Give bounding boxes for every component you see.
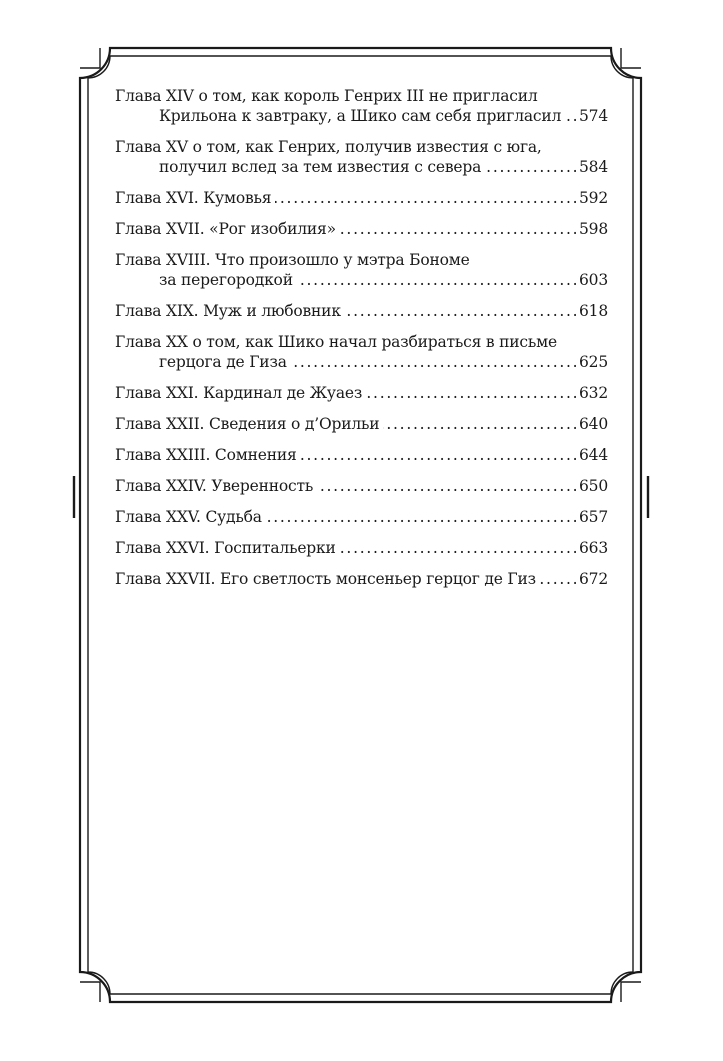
toc-entry-title: получил вслед за тем известия с севера [159, 158, 482, 176]
toc-entry[interactable] [115, 414, 608, 434]
toc-page-number: 657 [579, 508, 608, 526]
toc-page-number: 625 [579, 353, 608, 371]
toc-page-number: 574 [579, 107, 608, 125]
toc-entry-title: Глава XXV. Судьба [115, 508, 262, 526]
toc-entry-title: Глава XIX. Муж и любовник [115, 302, 341, 320]
toc-page-number: 618 [579, 302, 608, 320]
toc-page-number: 603 [579, 271, 608, 289]
toc-entry[interactable] [115, 250, 608, 290]
toc-entry-first-line [115, 538, 608, 558]
toc-entry-first-line [115, 219, 608, 239]
toc-entry[interactable] [115, 332, 608, 372]
table-of-contents [115, 86, 608, 600]
dot-leader [565, 112, 576, 126]
toc-entry-first-line [115, 250, 608, 270]
toc-entry-title: Глава XIV о том, как король Генрих III не пригласил [115, 87, 538, 105]
toc-entry[interactable] [115, 476, 608, 496]
dot-leader [366, 389, 576, 403]
dot-leader [340, 544, 576, 558]
dot-leader [301, 451, 576, 465]
dot-leader [291, 358, 576, 372]
dot-leader [297, 276, 576, 290]
toc-entry-first-line [115, 383, 608, 403]
toc-entry[interactable] [115, 86, 608, 126]
toc-page-number: 632 [579, 384, 608, 402]
dot-leader [485, 163, 576, 177]
dot-leader [340, 225, 576, 239]
toc-entry[interactable] [115, 137, 608, 177]
dot-leader [317, 482, 576, 496]
toc-entry-title: за перегородкой [159, 271, 293, 289]
toc-entry-title: Глава XVIII. Что произошло у мэтра Бономе [115, 251, 470, 269]
toc-entry-first-line [115, 301, 608, 321]
toc-entry-first-line [115, 507, 608, 527]
dot-leader [266, 513, 576, 527]
toc-page-number: 663 [579, 539, 608, 557]
toc-page-number: 584 [579, 158, 608, 176]
toc-entry-title: герцога де Гиза [159, 353, 287, 371]
dot-leader [383, 420, 576, 434]
toc-page-number: 598 [579, 220, 608, 238]
toc-entry-title: Глава XV о том, как Генрих, получив известия с юга, [115, 138, 542, 156]
toc-entry[interactable] [115, 301, 608, 321]
toc-entry-title: Глава XXIV. Уверенность [115, 477, 314, 495]
toc-entry-title: Глава XX о том, как Шико начал разбираться в письме [115, 333, 557, 351]
dot-leader [540, 575, 576, 589]
toc-page-number: 672 [579, 570, 608, 588]
toc-entry-continuation-line [115, 106, 608, 126]
toc-entry-continuation-line [115, 270, 608, 290]
toc-entry-first-line [115, 569, 608, 589]
toc-entry-first-line [115, 332, 608, 352]
toc-entry-title: Глава XVI. Кумовья [115, 189, 272, 207]
toc-entry-first-line [115, 137, 608, 157]
toc-entry-continuation-line [115, 157, 608, 177]
toc-entry[interactable] [115, 445, 608, 465]
toc-entry[interactable] [115, 507, 608, 527]
corner-ornament-top-right [621, 48, 641, 68]
toc-entry-title: Глава XVII. «Рог изобилия» [115, 220, 336, 238]
dot-leader [345, 307, 576, 321]
toc-entry-title: Глава XXVI. Госпитальерки [115, 539, 336, 557]
toc-entry-title: Глава XXIII. Сомнения [115, 446, 297, 464]
toc-page-number: 640 [579, 415, 608, 433]
toc-entry-first-line [115, 86, 608, 106]
toc-entry[interactable] [115, 219, 608, 239]
corner-ornament-bottom-left [80, 982, 100, 1002]
toc-entry-title: Глава XXVII. Его светлость монсеньер герцог де Гиз [115, 570, 536, 588]
toc-entry-first-line [115, 476, 608, 496]
toc-entry-first-line [115, 445, 608, 465]
toc-entry-continuation-line [115, 352, 608, 372]
toc-entry[interactable] [115, 569, 608, 589]
toc-entry-first-line [115, 188, 608, 208]
toc-entry-title: Крильона к завтраку, а Шико сам себя пригласил [159, 107, 562, 125]
toc-entry[interactable] [115, 538, 608, 558]
toc-page-number: 650 [579, 477, 608, 495]
toc-page-number: 592 [579, 189, 608, 207]
corner-ornament-bottom-right [621, 982, 641, 1002]
dot-leader [275, 194, 576, 208]
toc-page-number: 644 [579, 446, 608, 464]
toc-entry-title: Глава XXII. Сведения о д’Орильи [115, 415, 380, 433]
toc-entry[interactable] [115, 383, 608, 403]
corner-ornament-top-left [80, 48, 100, 68]
toc-entry[interactable] [115, 188, 608, 208]
toc-entry-first-line [115, 414, 608, 434]
toc-entry-title: Глава XXI. Кардинал де Жуаез [115, 384, 363, 402]
